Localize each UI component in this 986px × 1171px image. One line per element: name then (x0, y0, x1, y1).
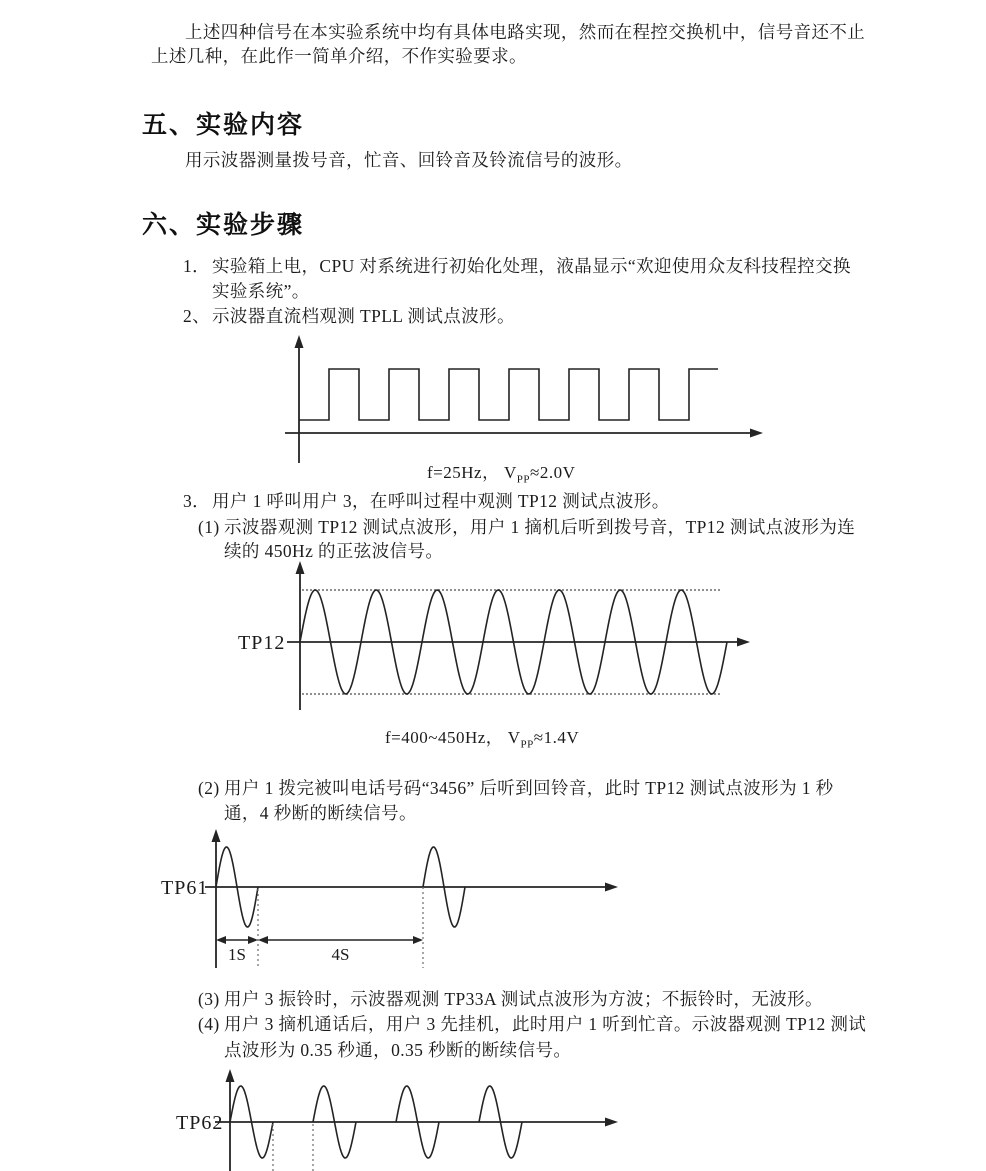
section-5-heading: 五、实验内容 (142, 111, 305, 139)
step-3-text-1: 用户 1 呼叫用户 3，在呼叫过程中观测 TP12 测试点波形。 (212, 491, 670, 511)
substep-3-marker: (3) (198, 989, 220, 1009)
tp62-busy-figure (170, 1066, 690, 1171)
substep-1-line-1 (198, 517, 855, 538)
figure-label: TP62 (176, 1112, 224, 1134)
substep-4-marker: (4) (198, 1014, 220, 1034)
caption-text: f=400~450Hz， V (385, 728, 521, 747)
intro-line-1: 上述四种信号在本实验系统中均有具体电路实现，然而在程控交换机中，信号音还不止 (185, 22, 866, 42)
caption-subscript: PP (516, 473, 531, 486)
section-5-body: 用示波器测量拨号音，忙音、回铃音及铃流信号的波形。 (185, 150, 633, 170)
step-1-line-1 (183, 256, 851, 277)
tp12-sine-figure (230, 558, 765, 715)
intro-line-2: 上述几种，在此作一简单介绍，不作实验要求。 (151, 46, 527, 66)
duration-label: 4S (331, 945, 350, 964)
caption-text: ≈2.0V (530, 463, 576, 482)
square-wave-caption (427, 458, 576, 486)
step-2-text-1: 示波器直流档观测 TPLL 测试点波形。 (212, 306, 515, 326)
caption-text: ≈1.4V (533, 728, 580, 747)
duration-label: 1S (228, 945, 246, 964)
step-1-text-1: 实验箱上电，CPU 对系统进行初始化处理，液晶显示“欢迎使用众友科技程控交换 (212, 256, 851, 276)
section-6-heading: 六、实验步骤 (142, 211, 305, 239)
substep-4-line-1 (198, 1014, 866, 1035)
step-1-marker: 1． (183, 256, 211, 276)
caption-subscript: PP (520, 738, 534, 751)
caption-text: f=25Hz， V (427, 463, 517, 482)
step-1-line-2: 实验系统”。 (212, 281, 310, 301)
substep-4-text-1: 用户 3 摘机通话后，用户 3 先挂机，此时用户 1 听到忙音。示波器观测 TP12 测试 (224, 1014, 867, 1034)
step-3-marker: 3． (183, 491, 211, 511)
figure-label: TP61 (161, 877, 209, 899)
substep-3-line-1 (198, 989, 823, 1010)
tp12-sine-caption (385, 723, 580, 751)
substep-2-line-1 (198, 778, 834, 799)
tp61-ringback-figure (155, 826, 675, 972)
step-3-line-1 (183, 491, 670, 512)
substep-2-marker: (2) (198, 778, 220, 798)
substep-4-line-2: 点波形为 0.35 秒通，0.35 秒断的断续信号。 (224, 1040, 572, 1060)
substep-2-text-1: 用户 1 拨完被叫电话号码“3456” 后听到回铃音，此时 TP12 测试点波形为 1 秒 (224, 778, 834, 798)
square-wave-figure (280, 333, 780, 465)
step-2-line-1 (183, 306, 515, 327)
substep-1-line-2: 续的 450Hz 的正弦波信号。 (224, 541, 444, 561)
substep-2-line-2: 通，4 秒断的断续信号。 (224, 803, 417, 823)
substep-1-marker: (1) (198, 517, 220, 537)
substep-3-text-1: 用户 3 振铃时，示波器观测 TP33A 测试点波形为方波；不振铃时，无波形。 (224, 989, 823, 1009)
step-2-marker: 2、 (183, 306, 211, 326)
figure-label: TP12 (238, 632, 286, 654)
substep-1-text-1: 示波器观测 TP12 测试点波形，用户 1 摘机后听到拨号音，TP12 测试点波形为连 (224, 517, 856, 537)
